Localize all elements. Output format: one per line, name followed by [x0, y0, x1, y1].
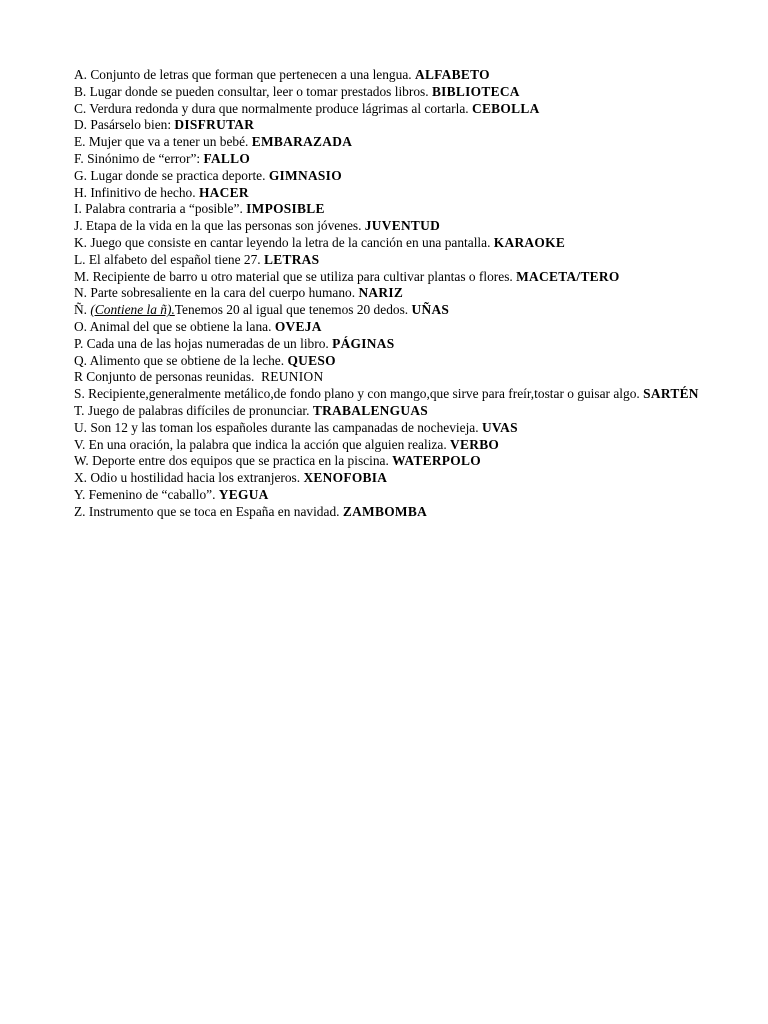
answer-a: ALFABETO: [414, 67, 490, 82]
entry-z: [74, 504, 734, 521]
clue-enye: Tenemos 20 al igual que tenemos 20 dedos.: [174, 302, 412, 318]
clue-i: I. Palabra contraria a “posible”.: [74, 201, 247, 217]
answer-t: TRABALENGUAS: [312, 402, 429, 418]
entry-p: [74, 336, 734, 353]
entry-f: [74, 151, 734, 168]
clue-b: B. Lugar donde se pueden consultar, leer o tomar prestados libros.: [74, 83, 432, 99]
entry-o: [74, 319, 734, 336]
clue-d: D. Pasárselo bien:: [74, 117, 175, 133]
entry-a: [74, 67, 734, 84]
answer-z: ZAMBOMBA: [342, 503, 428, 519]
answer-m: MACETA/TERO: [516, 268, 620, 284]
clue-p: P. Cada una de las hojas numeradas de un libro.: [74, 335, 333, 351]
clue-n: N. Parte sobresaliente en la cara del cuerpo humano.: [74, 285, 359, 301]
answer-w: WATERPOLO: [392, 453, 481, 469]
clue-u: U. Son 12 y las toman los españoles durante las campanadas de nochevieja.: [74, 419, 482, 435]
clue-c: C. Verdura redonda y dura que normalmente produce lágrimas al cortarla.: [74, 100, 472, 116]
answer-n: NARIZ: [358, 285, 404, 301]
entry-t: [74, 403, 734, 420]
answer-y: YEGUA: [218, 486, 269, 502]
answer-u: UVAS: [481, 419, 518, 435]
clue-j: J. Etapa de la vida en la que las personas son jóvenes.: [74, 218, 365, 234]
answer-v: VERBO: [450, 436, 500, 452]
answer-h: HACER: [198, 184, 249, 200]
clue-h: H. Infinitivo de hecho.: [74, 184, 199, 200]
clue-z: Z. Instrumento que se toca en España en navidad.: [74, 503, 343, 519]
answer-s: SARTÉN: [643, 386, 699, 402]
answer-g: GIMNASIO: [268, 167, 342, 183]
answer-c: CEBOLLA: [471, 100, 540, 116]
answer-i: IMPOSIBLE: [246, 201, 325, 217]
entry-d: [74, 117, 734, 134]
clue-o: O. Animal del que se obtiene la lana.: [74, 318, 275, 334]
entry-x: [74, 470, 734, 487]
answer-o: OVEJA: [274, 318, 322, 334]
entry-n: [74, 285, 734, 302]
note-enye: (Contiene la ñ).: [90, 302, 175, 318]
clue-a: A. Conjunto de letras que forman que pertenecen a una lengua.: [74, 67, 415, 82]
clue-r: R Conjunto de personas reunidas.: [74, 369, 262, 385]
entry-enye: [74, 302, 734, 319]
clue-x: X. Odio u hostilidad hacia los extranjeros.: [74, 470, 304, 486]
clue-w: W. Deporte entre dos equipos que se practica en la piscina.: [74, 453, 393, 469]
answer-p: PÁGINAS: [332, 335, 395, 351]
answer-l: LETRAS: [264, 251, 320, 267]
entry-i: [74, 201, 734, 218]
entry-b: [74, 84, 734, 101]
prefix-enye: Ñ.: [74, 302, 91, 318]
answer-b: BIBLIOTECA: [431, 83, 520, 99]
clue-y: Y. Femenino de “caballo”.: [74, 486, 219, 502]
document-page: [74, 67, 734, 521]
entry-g: [74, 168, 734, 185]
entry-c: [74, 101, 734, 118]
answer-q: QUESO: [287, 352, 336, 368]
clue-q: Q. Alimento que se obtiene de la leche.: [74, 352, 288, 368]
entry-s: [74, 386, 734, 403]
entry-j: [74, 218, 734, 235]
entry-u: [74, 420, 734, 437]
entry-y: [74, 487, 734, 504]
entry-k: [74, 235, 734, 252]
answer-x: XENOFOBIA: [303, 470, 388, 486]
entry-q: [74, 353, 734, 370]
clue-s: S. Recipiente,generalmente metálico,de fondo plano y con mango,que sirve para freír,tostar o guisar algo.: [74, 386, 644, 402]
clue-f: F. Sinónimo de “error”:: [74, 150, 204, 166]
answer-r: REUNION: [261, 369, 324, 385]
entry-l: [74, 252, 734, 269]
clue-k: K. Juego que consiste en cantar leyendo la letra de la canción en una pantalla.: [74, 234, 494, 250]
answer-j: JUVENTUD: [364, 218, 441, 234]
answer-e: EMBARAZADA: [251, 134, 353, 150]
answer-enye: UÑAS: [411, 302, 450, 318]
entry-m: [74, 269, 734, 286]
entry-h: [74, 185, 734, 202]
answer-f: FALLO: [203, 150, 251, 166]
answer-d: DISFRUTAR: [174, 117, 255, 133]
entry-w: [74, 453, 734, 470]
clue-m: M. Recipiente de barro u otro material que se utiliza para cultivar plantas o flores.: [74, 268, 517, 284]
clue-g: G. Lugar donde se practica deporte.: [74, 167, 269, 183]
clue-l: L. El alfabeto del español tiene 27.: [74, 251, 265, 267]
clue-e: E. Mujer que va a tener un bebé.: [74, 134, 252, 150]
entry-r: [74, 369, 734, 386]
entry-v: [74, 437, 734, 454]
clue-v: V. En una oración, la palabra que indica la acción que alguien realiza.: [74, 436, 451, 452]
clue-t: T. Juego de palabras difíciles de pronunciar.: [74, 402, 313, 418]
answer-k: KARAOKE: [493, 234, 566, 250]
entry-e: [74, 134, 734, 151]
